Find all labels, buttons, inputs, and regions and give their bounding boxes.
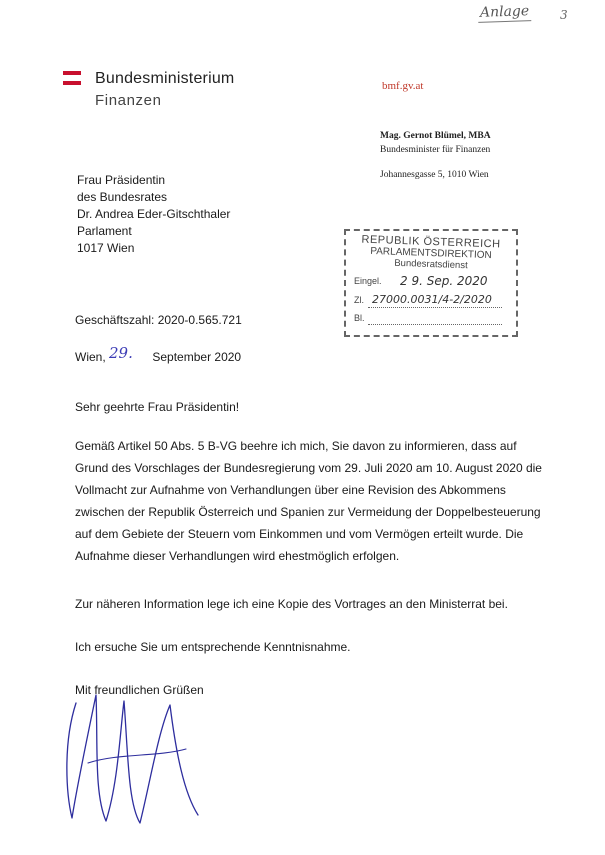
receipt-stamp [344, 229, 518, 337]
ministry-url-link[interactable]: bmf.gv.at [382, 80, 424, 92]
reference-number: Geschäftszahl: 2020-0.565.721 [75, 313, 242, 327]
letter-date [75, 344, 242, 364]
austrian-flag-logo [63, 71, 81, 87]
stamp-line-directorate: PARLAMENTSDIREKTION [370, 245, 492, 262]
date-day-handwritten: 29. [109, 344, 133, 362]
sender-address: Johannesgasse 5, 1010 Wien [380, 170, 489, 180]
sender-name: Mag. Gernot Blümel, MBA [380, 131, 491, 141]
annex-handwritten-label: Anlage [478, 3, 532, 23]
stamp-bl-label: Bl. [354, 313, 365, 323]
salutation: Sehr geehrte Frau Präsidentin! [75, 400, 240, 414]
recipient-line: Frau Präsidentin [77, 173, 166, 187]
body-paragraph: Zur näheren Information lege ich eine Kopie des Vortrages an den Ministerrat bei. [75, 597, 508, 611]
sender-title: Bundesminister für Finanzen [380, 145, 491, 155]
body-paragraph: Ich ersuche Sie um entsprechende Kenntnisnahme. [75, 640, 351, 654]
recipient-line: 1017 Wien [77, 241, 135, 255]
stamp-bl-line [368, 324, 502, 325]
date-prefix: Wien, [75, 350, 106, 364]
recipient-line: des Bundesrates [77, 190, 168, 204]
annex-number: 3 [560, 8, 568, 22]
stamp-line-service: Bundesratsdienst [394, 257, 468, 272]
closing-phrase: Mit freundlichen Grüßen [75, 683, 204, 697]
body-paragraph: Gemäß Artikel 50 Abs. 5 B-VG beehre ich mich, Sie davon zu informieren, dass auf Grund des Vorschlages der Bundesregierung vom 29. Juli 2020 am 10. August 2020 die Vollmacht zur Aufnahme von Verhandlungen über eine Revision des Abkommens zwischen der Republik Österreich und Spanien zur Vermeidung der Doppelbesteuerung auf dem Gebiete der Steuern vom Einkommen und vom Vermögen erteilt wurde. Die Aufnahme dieser Verhandlungen wird ehestmöglich erfolgen. [75, 439, 542, 563]
stamp-eingel-value: 2 9. Sep. 2020 [400, 274, 488, 288]
recipient-line: Dr. Andrea Eder-Gitschthaler [77, 207, 231, 221]
recipient-address [77, 172, 230, 257]
stamp-eingel-label: Eingel. [354, 276, 382, 286]
sender-block [380, 129, 491, 182]
stamp-line-republic: REPUBLIK ÖSTERREICH [361, 233, 501, 251]
date-suffix: September 2020 [152, 350, 242, 364]
stamp-zl-label: Zl. [354, 295, 364, 305]
recipient-line: Parlament [77, 224, 132, 238]
ministry-name: Bundesministerium [95, 70, 235, 87]
handwritten-signature [58, 683, 208, 833]
ministry-department: Finanzen [95, 92, 162, 109]
stamp-zl-line [368, 307, 502, 308]
stamp-zl-value: 27000.0031/4-2/2020 [372, 293, 492, 306]
